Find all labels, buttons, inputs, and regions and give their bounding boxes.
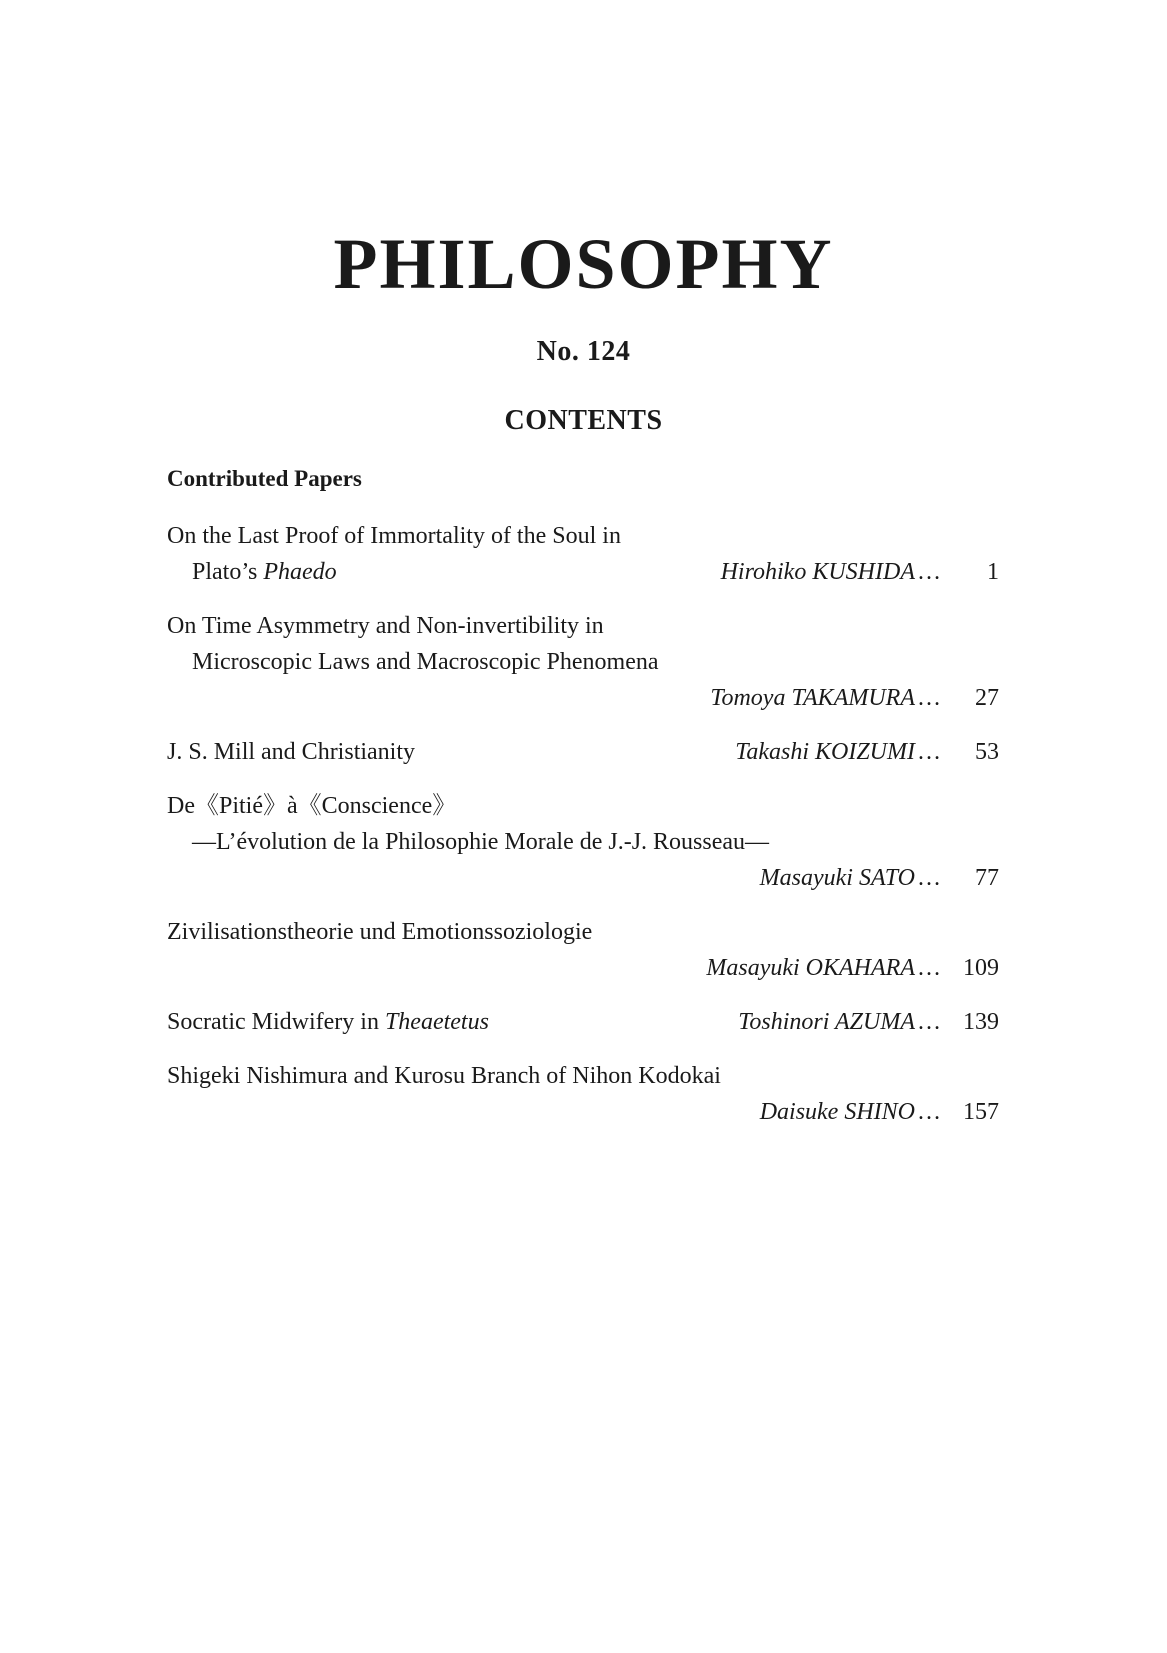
entry-attribution <box>710 680 999 716</box>
entry-title-text: —L’évolution de la Philosophie Morale de J.-J. Rousseau— <box>192 829 770 855</box>
toc-entry-sato <box>167 788 999 896</box>
entry-author: Toshinori AZUMA <box>738 1009 915 1035</box>
entry-title-line <box>167 518 999 554</box>
entry-attribution <box>721 554 999 590</box>
toc-entry-kushida <box>167 518 999 590</box>
entry-title-line <box>167 734 999 770</box>
entry-author: Takashi KOIZUMI <box>735 739 915 765</box>
entry-title-text: J. S. Mill and Christianity <box>167 739 416 765</box>
entry-title-line <box>167 914 999 950</box>
issue-number: No. 124 <box>536 336 631 367</box>
entry-page-number: 1 <box>987 559 999 585</box>
entry-leader-dots: … <box>917 685 941 711</box>
entry-title-line <box>167 608 999 644</box>
entry-attribution <box>706 950 999 986</box>
entry-author: Masayuki SATO <box>759 865 915 891</box>
entry-title-text: De《Pitié》à《Conscience》 <box>167 793 457 819</box>
entry-page-number: 157 <box>963 1099 999 1125</box>
entry-title-text: Zivilisationstheorie und Emotionssoziologie <box>167 919 593 945</box>
toc-entry-takamura <box>167 608 999 716</box>
entry-leader-dots: … <box>917 1009 941 1035</box>
entry-title-line <box>167 824 999 860</box>
entry-title-prefix: Socratic Midwifery in <box>167 1009 385 1035</box>
contents-heading: CONTENTS <box>504 405 663 436</box>
entry-attribution <box>760 1094 999 1130</box>
entry-page-number: 77 <box>975 865 999 891</box>
entry-leader-dots: … <box>917 559 941 585</box>
toc-entry-koizumi <box>167 734 999 770</box>
entry-title-line <box>167 644 999 680</box>
entry-author: Daisuke SHINO <box>759 1099 915 1125</box>
entry-leader-dots: … <box>917 739 941 765</box>
entry-page-number: 139 <box>963 1009 999 1035</box>
entry-attribution-line <box>167 1094 999 1130</box>
entry-title-italic: Theaetetus <box>384 1009 489 1035</box>
entry-attribution-line <box>167 860 999 896</box>
entry-page-number: 27 <box>975 685 999 711</box>
entry-title-prefix: Plato’s <box>192 559 264 585</box>
entry-title-text: Microscopic Laws and Macroscopic Phenomena <box>192 649 659 675</box>
toc-entry-shino <box>167 1058 999 1130</box>
entry-author: Tomoya TAKAMURA <box>710 685 915 711</box>
entry-leader-dots: … <box>917 955 941 981</box>
section-heading: Contributed Papers <box>167 466 362 491</box>
entry-page-number: 53 <box>975 739 999 765</box>
table-of-contents <box>167 518 999 1148</box>
entry-leader-dots: … <box>917 1099 941 1125</box>
entry-title-text: On the Last Proof of Immortality of the Soul in <box>167 523 621 549</box>
entry-title-text: Shigeki Nishimura and Kurosu Branch of Nihon Kodokai <box>167 1063 721 1089</box>
entry-attribution <box>735 734 999 770</box>
entry-author: Masayuki OKAHARA <box>706 955 915 981</box>
entry-title-line <box>167 1004 999 1040</box>
entry-title-text <box>167 1004 489 1040</box>
entry-leader-dots: … <box>917 865 941 891</box>
entry-title-line <box>167 1058 999 1094</box>
entry-title-line <box>167 788 999 824</box>
entry-attribution-line <box>167 680 999 716</box>
entry-author: Hirohiko KUSHIDA <box>720 559 915 585</box>
entry-attribution <box>760 860 999 896</box>
entry-page-number: 109 <box>963 955 999 981</box>
entry-attribution <box>738 1004 999 1040</box>
journal-title: PHILOSOPHY <box>333 224 834 304</box>
entry-attribution-line <box>167 950 999 986</box>
entry-title-line <box>167 554 999 590</box>
entry-title-italic: Phaedo <box>263 559 337 585</box>
toc-entry-azuma <box>167 1004 999 1040</box>
toc-entry-okahara <box>167 914 999 986</box>
entry-title-text <box>192 554 337 590</box>
entry-title-text: On Time Asymmetry and Non-invertibility in <box>167 613 604 639</box>
